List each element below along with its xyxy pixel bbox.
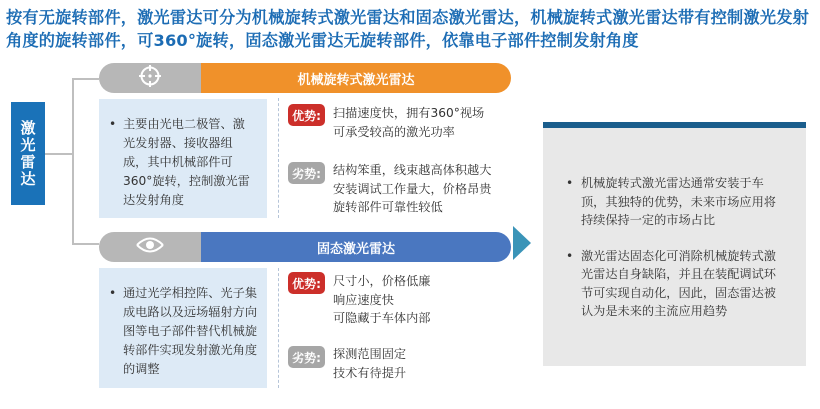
solid-state-description: • 通过光学相控阵、光子集成电路以及远场辐射方向图等电子部件替代机械旋转部件实现发射激光角度的调整 — [123, 284, 267, 379]
solid-state-pros-list — [333, 272, 431, 328]
mechanical-pros-list — [333, 104, 484, 141]
mechanical-pro-item: 可承受较高的激光功率 — [333, 124, 455, 139]
solid-state-pro-item: 可隐藏于车体内部 — [333, 311, 431, 325]
lidar-main-box: 激光雷达 — [11, 102, 45, 205]
mechanical-header: 机械旋转式激光雷达 — [201, 63, 511, 93]
solid-state-pro-item: 响应速度快 — [333, 292, 394, 307]
mechanical-cons-tag: 劣势: — [288, 162, 325, 184]
solid-state-description-box — [99, 268, 267, 388]
eye-icon — [135, 235, 165, 259]
mechanical-description: • 主要由光电二极管、激光发射器、接收器组成，其中机械部件可360°旋转，控制激光雷达发射角度 — [123, 115, 267, 210]
crosshair-icon — [138, 64, 162, 92]
mechanical-pro-item: 扫描速度快，拥有360°视场 — [333, 106, 485, 120]
solid-state-pro-item: 尺寸小，价格低廉 — [333, 274, 431, 288]
solid-state-cons-list — [333, 345, 406, 382]
solid-state-icon-box — [99, 232, 201, 262]
conclusion-item: • 激光雷达固态化可消除机械旋转式激光雷达自身缺陷，并且在装配调试环节可实现自动化，因此，固态雷达被认为是未来的主流应用趋势 — [581, 247, 806, 321]
mechanical-con-item: 安装调试工作量大，价格昂贵 — [333, 181, 492, 196]
mechanical-divider — [278, 98, 279, 218]
conclusion-item: • 机械旋转式激光雷达通常安装于车顶，其独特的优势，未来市场应用将持续保持一定的市场占比 — [581, 174, 806, 230]
mechanical-pros-tag: 优势: — [288, 104, 325, 126]
connector-vertical — [72, 78, 74, 244]
page-title: 按有无旋转部件，激光雷达可分为机械旋转式激光雷达和固态激光雷达，机械旋转式激光雷达带有控制激光发射角度的旋转部件，可360°旋转，固态激光雷达无旋转部件，依靠电子部件控制发射角度 — [6, 8, 809, 50]
chevron-right-icon — [513, 226, 533, 264]
mechanical-con-item: 结构笨重，线束越高体积越大 — [333, 163, 492, 177]
solid-state-pros-tag: 优势: — [288, 272, 325, 294]
mechanical-con-item: 旋转部件可靠性较低 — [333, 200, 443, 214]
connector-top — [72, 78, 99, 80]
mechanical-icon-box — [99, 63, 201, 93]
solid-state-con-item: 技术有待提升 — [333, 365, 407, 380]
solid-state-cons-tag: 劣势: — [288, 346, 325, 368]
connector-main — [45, 153, 74, 155]
connector-bottom — [72, 243, 99, 245]
solid-state-header: 固态激光雷达 — [201, 232, 511, 262]
solid-state-divider — [278, 268, 279, 388]
mechanical-description-box — [99, 99, 267, 218]
solid-state-con-item: 探测范围固定 — [333, 347, 407, 361]
mechanical-cons-list — [333, 161, 491, 217]
conclusion-panel — [543, 122, 806, 366]
